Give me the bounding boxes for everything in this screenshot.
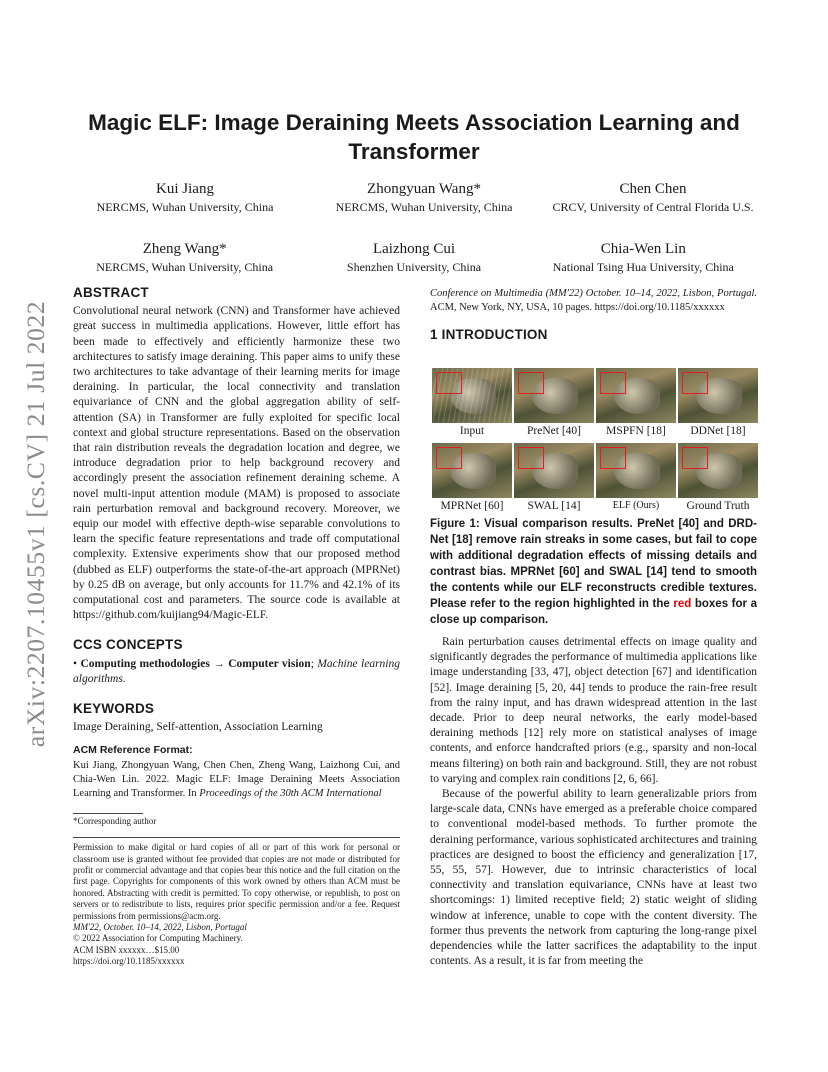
paper-title: Magic ELF: Image Deraining Meets Association Learning and Transformer	[88, 110, 740, 164]
author-affiliation: National Tsing Hua University, China	[552, 260, 734, 274]
figure-labels-row-2	[432, 500, 758, 512]
highlight-box	[436, 447, 462, 469]
intro-paragraph: Because of the powerful ability to learn generalizable priors from large-scale data, CNNs have emerged as a preferable choice compared to conventional model-based methods. To further promote the deraining performance, various sophisticated architectures and training practices are designed to boost the efficiency and generalization [17, 55, 55, 57]. However, due to intrinsic characteristics of local connectivity and translation equivariance, CNNs have at least two shortcomings: 1) limited receptive field; 2) static weight of sliding window at inference, unable to cope with the content diversity. The former thus prevents the network from capturing the long-range pixel dependencies while the latter sacrifices the adaptability to the input contents. As a result, it is far from meeting the	[430, 788, 757, 968]
conference-reference	[430, 287, 757, 315]
author-affiliation: CRCV, University of Central Florida U.S.	[552, 200, 754, 214]
highlight-box	[682, 372, 708, 394]
author-name: Chen Chen	[619, 181, 687, 197]
acm-ref-body: Kui Jiang, Zhongyuan Wang, Chen Chen, Zheng Wang, Laizhong Cui, and Chia-Wen Lin. 2022. Magic ELF: Image Deraining Meets Association Learning and Transformer. In	[73, 759, 400, 799]
footnote-rule	[73, 813, 143, 814]
figure-image	[678, 443, 758, 498]
author	[309, 180, 539, 215]
acm-ref-text	[73, 759, 400, 801]
author	[299, 240, 528, 275]
figure-label: SWAL [14]	[527, 500, 581, 512]
author-affiliation: Shenzhen University, China	[346, 260, 482, 274]
acm-ref-heading: ACM Reference Format:	[73, 744, 193, 757]
author-name: Kui Jiang	[156, 181, 214, 197]
figure-label: PreNet [40]	[527, 425, 581, 437]
permission-copyright: © 2022 Association for Computing Machinery.	[73, 933, 243, 944]
keywords-heading: KEYWORDS	[73, 701, 155, 717]
author	[70, 180, 300, 215]
figure-image	[514, 443, 594, 498]
highlight-box	[518, 447, 544, 469]
author-block-row-1	[70, 180, 758, 215]
ccs-text	[73, 657, 400, 687]
figure-image	[432, 443, 512, 498]
figure-image	[678, 368, 758, 423]
footnote: *Corresponding author	[73, 815, 157, 826]
permission-doi: https://doi.org/10.1185/xxxxxx	[73, 956, 185, 967]
author-affiliation: NERCMS, Wuhan University, China	[96, 200, 274, 214]
permission-conf: MM'22, October. 10–14, 2022, Lisbon, Portugal	[73, 921, 247, 932]
figure-label: MPRNet [60]	[440, 500, 504, 512]
figure-label: ELF (Ours)	[612, 500, 660, 511]
highlight-box	[682, 447, 708, 469]
author-name: Zheng Wang*	[142, 241, 227, 257]
arxiv-stamp: arXiv:2207.10455v1 [cs.CV] 21 Jul 2022	[21, 300, 50, 748]
highlight-box	[600, 447, 626, 469]
figure-image	[432, 368, 512, 423]
highlight-box	[518, 372, 544, 394]
author	[529, 240, 758, 275]
author	[548, 180, 758, 215]
figure-caption-wrap	[430, 516, 757, 628]
author	[70, 240, 299, 275]
figure-image	[596, 443, 676, 498]
figure-image	[596, 368, 676, 423]
abstract-heading: ABSTRACT	[73, 285, 149, 300]
author-name: Zhongyuan Wang*	[367, 181, 481, 197]
author-affiliation: NERCMS, Wuhan University, China	[96, 260, 274, 274]
intro-paragraph: Rain perturbation causes detrimental effects on image quality and significantly degrades the performance of multimedia applications like image understanding [33, 47], object detection [67] and identification [52]. Image deraining [5, 20, 44] tends to produce the rain-free result from the rainy input, and has drawn widespread attention in the last decade. Prior to deep neural networks, the early model-based deraining methods [12] rely more on statistical analyses of image contents, and enforce handcrafted priors (e.g., sparsity and non-local means filtering) on both rain and background. Still, they are not robust to varying and complex rain conditions [2, 6, 66].	[430, 636, 757, 785]
permission-rule	[73, 837, 400, 838]
acm-ref-italic: Proceedings of the 30th ACM International	[199, 787, 382, 799]
ccs-bullet: •	[73, 657, 78, 670]
caption-text-end: boxes for a close up comparison.	[430, 598, 757, 626]
conf-ref-italic: Conference on Multimedia (MM'22) October. 10–14, 2022, Lisbon, Portugal.	[430, 288, 757, 299]
author-block-row-2	[70, 240, 758, 275]
figure-label: DDNet [18]	[690, 425, 746, 437]
figure-labels-row-1	[432, 425, 758, 437]
permission-text: Permission to make digital or hard copies of all or part of this work for personal or classroom use is granted without fee provided that copies are not made or distributed for profit or commercial advantage and that copies bear this notice and the full citation on the first page. Copyrights for components of this work owned by others than ACM must be honored. Abstracting with credit is permitted. To copy otherwise, or republish, to post on servers or to redistribute to lists, requires prior specific permission and/or a fee. Request permissions from permissions@acm.org.	[73, 842, 400, 921]
keywords-text: Image Deraining, Self-attention, Association Learning	[73, 721, 323, 734]
conf-ref-text: ACM, New York, NY, USA, 10 pages. https://doi.org/10.1185/xxxxxx	[430, 302, 725, 313]
highlight-box	[436, 372, 462, 394]
figure-row-1	[432, 368, 758, 423]
introduction-body	[430, 635, 757, 969]
permission-isbn: ACM ISBN xxxxxx…$15.00	[73, 944, 180, 955]
ccs-separator: ;	[310, 657, 318, 670]
ccs-heading: CCS CONCEPTS	[73, 637, 183, 653]
figure-row-2	[432, 443, 758, 498]
figure-label: Ground Truth	[686, 500, 750, 512]
intro-heading: 1 INTRODUCTION	[430, 327, 548, 342]
author-affiliation: NERCMS, Wuhan University, China	[335, 200, 513, 214]
abstract-text: Convolutional neural network (CNN) and Transformer have achieved great success in multimedia applications. However, little effort has been made to effectively and efficiently harmonize these two architectures to satisfy image deraining. This paper aims to unify these two architectures to take advantage of their learning merits for image deraining. In particular, the local connectivity and translation equivariance of CNN and the global aggregation ability of self-attention (SA) in Transformer are fully exploited for specific local context and global structure representations. Based on the observation that rain distribution reveals the degradation location and degree, we introduce degradation prior to help background recovery and accordingly present the association refinement deraining scheme. A novel multi-input attention module (MAM) is proposed to associate rain perturbation removal and background recovery. Moreover, we equip our model with effective depth-wise separable convolutions to learn the specific feature representations and trade off computational complexity. Extensive experiments show that our proposed method (dubbed as ELF) outperforms the state-of-the-art approach (MPRNet) by 0.25 dB on average, but only accounts for 11.7% and 42.1% of its computational cost and parameters. The source code is available at https://github.com/kuijiang94/Magic-ELF.	[73, 305, 400, 622]
ccs-italic: Machine learning algorithms.	[73, 657, 400, 685]
highlight-box	[600, 372, 626, 394]
ccs-bold: Computing methodologies → Computer vision	[80, 657, 311, 670]
author-name: Chia-Wen Lin	[600, 241, 686, 257]
figure-1	[432, 368, 758, 518]
figure-image	[514, 368, 594, 423]
author-name: Laizhong Cui	[372, 241, 456, 257]
caption-red-word: red	[673, 598, 692, 610]
figure-label: Input	[459, 425, 485, 437]
intro-heading-wrap	[430, 327, 757, 342]
figure-caption	[430, 516, 757, 628]
caption-text: Figure 1: Visual comparison results. PreNet [40] and DRD-Net [18] remove rain streaks in some cases, but fail to cope with additional degradation effects of missing details and contrast bias. MPRNet [60] and SWAL [14] tend to smooth the contents while our ELF reconstructs credible textures. Please refer to the region highlighted in the	[430, 518, 757, 610]
left-column	[73, 285, 400, 968]
figure-label: MSPFN [18]	[606, 425, 666, 437]
